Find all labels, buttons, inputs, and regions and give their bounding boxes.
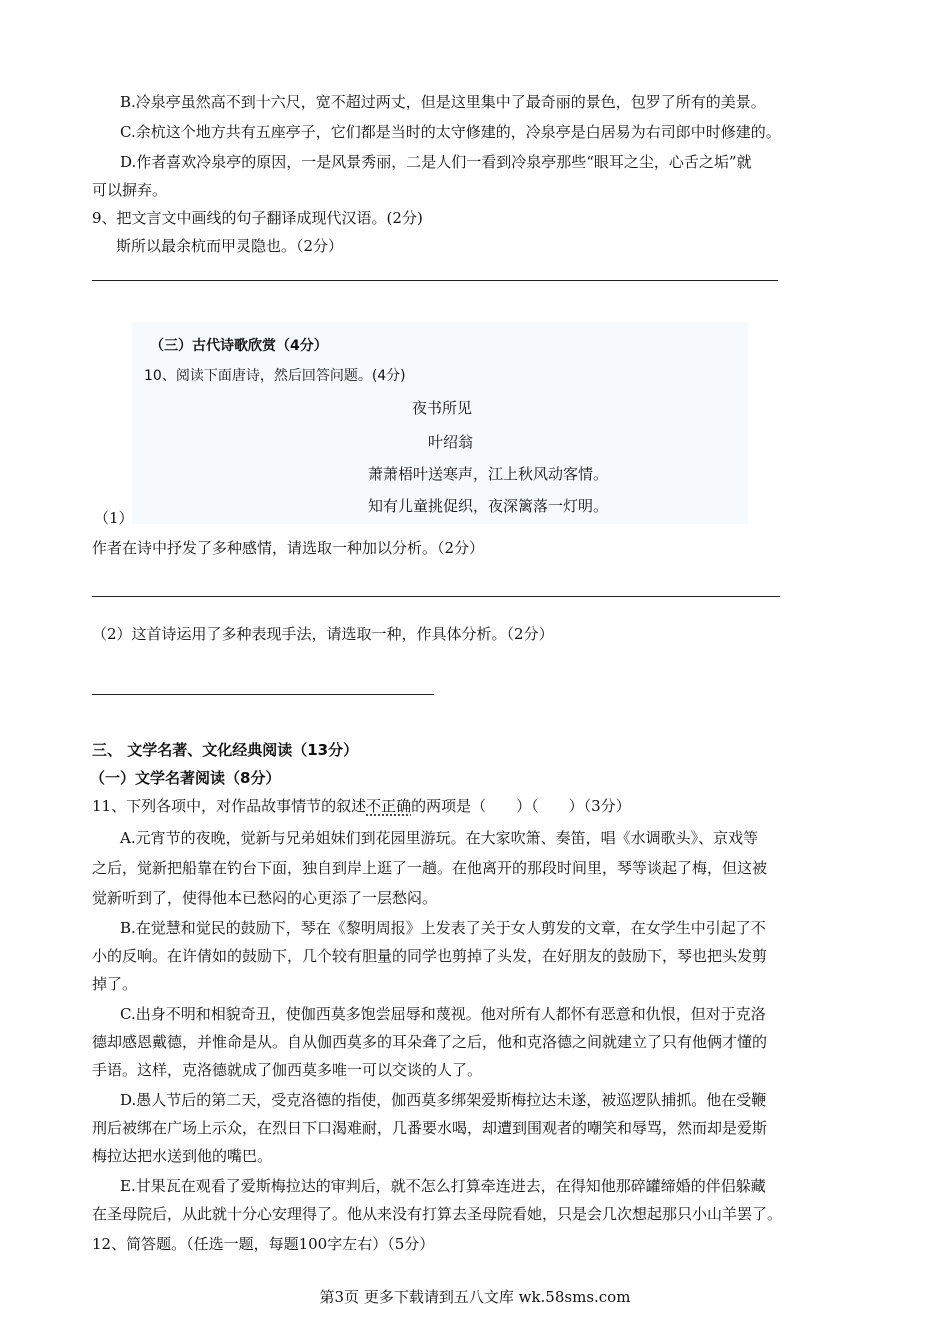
q11-option-c-line1: C.出身不明和相貌奇丑，使伽西莫多饱尝屈辱和蔑视。他对所有人都怀有恶意和仇恨，但对于克洛: [120, 1005, 766, 1023]
q11-option-c-line2: 德却感恩戴德，并惟命是从。自从伽西莫多的耳朵聋了之后，他和克洛德之间就建立了只有他俩才懂的: [92, 1033, 768, 1051]
q11-option-d-line1: D.愚人节后的第二天，受克洛德的指使，伽西莫多绑架爱斯梅拉达未遂，被巡逻队捕抓。他在受鞭: [120, 1091, 767, 1109]
q11-option-a-line1: A.元宵节的夜晚，觉新与兄弟姐妹们到花园里游玩。在大家吹箫、奏笛，唱《水调歌头》、京戏等: [120, 829, 759, 847]
q11-prompt: [92, 796, 631, 816]
q11-prompt-emphasis: 不正确: [366, 797, 412, 815]
q11-option-b-line3: 掉了。: [92, 975, 138, 993]
q11-option-e-line2: 在圣母院后，从此就十分心安理得了。他从来没有打算去圣母院看她，只是会几次想起那只小山羊罢了。: [92, 1205, 783, 1223]
q8-option-d-line2: 可以摒弃。: [92, 181, 168, 199]
q10-sub1-answer-line: [92, 596, 780, 597]
q12-prompt: 12、简答题。（任选一题，每题100字左右）（5分）: [92, 1235, 435, 1253]
q11-option-e-line1: E.甘果瓦在观看了爱斯梅拉达的审判后，就不怎么打算牵连进去，在得知他那碎罐缔婚的伴侣躲藏: [120, 1177, 766, 1195]
poem-author: 叶绍翁: [428, 433, 474, 451]
q11-option-b-line2: 小的反响。在许倩如的鼓励下，几个较有胆量的同学也剪掉了头发，在好朋友的鼓励下，琴也把头发剪: [92, 947, 768, 965]
q8-option-d-line1: D.作者喜欢冷泉亭的原因，一是风景秀丽，二是人们一看到冷泉亭那些“眼耳之尘，心舌之垢”就: [120, 153, 752, 171]
q9-prompt: 9、把文言文中画线的句子翻译成现代汉语。(2分): [92, 209, 423, 227]
poem-title: 夜书所见: [412, 399, 473, 417]
part3-heading: 三、 文学名著、文化经典阅读（13分）: [92, 741, 359, 759]
poetry-section-heading: （三）古代诗歌欣赏（4分）: [150, 338, 328, 354]
q10-sub1-number: （1）: [94, 509, 134, 527]
poem-image-box: [132, 322, 748, 524]
q11-option-c-line3: 手语。这样，克洛德就成了伽西莫多唯一可以交谈的人了。: [92, 1061, 483, 1079]
q9-answer-line: [92, 280, 778, 281]
poem-line-1: 萧萧梧叶送寒声，江上秋风动客情。: [368, 465, 609, 483]
q10-prompt: 10、阅读下面唐诗，然后回答问题。(4分): [144, 368, 406, 384]
q8-option-c: C.余杭这个地方共有五座亭子，它们都是当时的太守修建的，冷泉亭是白居易为右司郎中时修建的。: [120, 123, 781, 141]
q10-sub2-text: （2）这首诗运用了多种表现手法，请选取一种，作具体分析。（2分）: [92, 625, 554, 643]
q8-option-b: B.冷泉亭虽然高不到十六尺，宽不超过两丈，但是这里集中了最奇丽的景色，包罗了所有的美景。: [120, 93, 766, 111]
q11-option-d-line2: 刑后被绑在广场上示众，在烈日下口渴难耐，几番要水喝，却遭到围观者的嘲笑和辱骂，然而却是爱斯: [92, 1119, 768, 1137]
page-footer: 第3页 更多下载请到五八文库 wk.58sms.com: [319, 1288, 631, 1306]
q11-prompt-post: 的两项是（ ）（ ）（3分）: [411, 797, 631, 815]
q10-sub2-answer-line: [92, 694, 434, 695]
q10-sub1-text: 作者在诗中抒发了多种感情，请选取一种加以分析。（2分）: [92, 539, 485, 557]
poem-line-2: 知有儿童挑促织，夜深篱落一灯明。: [368, 497, 609, 515]
q11-option-d-line3: 梅拉达把水送到他的嘴巴。: [92, 1147, 273, 1165]
q9-sentence: 斯所以最余杭而甲灵隐也。（2分）: [116, 237, 344, 255]
part3-subheading: （一）文学名著阅读（8分）: [90, 769, 281, 787]
q11-option-a-line3: 觉新听到了，使得他本已愁闷的心更添了一层愁闷。: [92, 889, 438, 907]
q11-option-a-line2: 之后，觉新把船靠在钓台下面，独自到岸上逛了一趟。在他离开的那段时间里，琴等谈起了梅，但这被: [92, 859, 768, 877]
q11-prompt-pre: 11、下列各项中，对作品故事情节的叙述: [92, 797, 367, 815]
q11-option-b-line1: B.在觉慧和觉民的鼓励下，琴在《黎明周报》上发表了关于女人剪发的文章，在女学生中引起了不: [120, 919, 766, 937]
